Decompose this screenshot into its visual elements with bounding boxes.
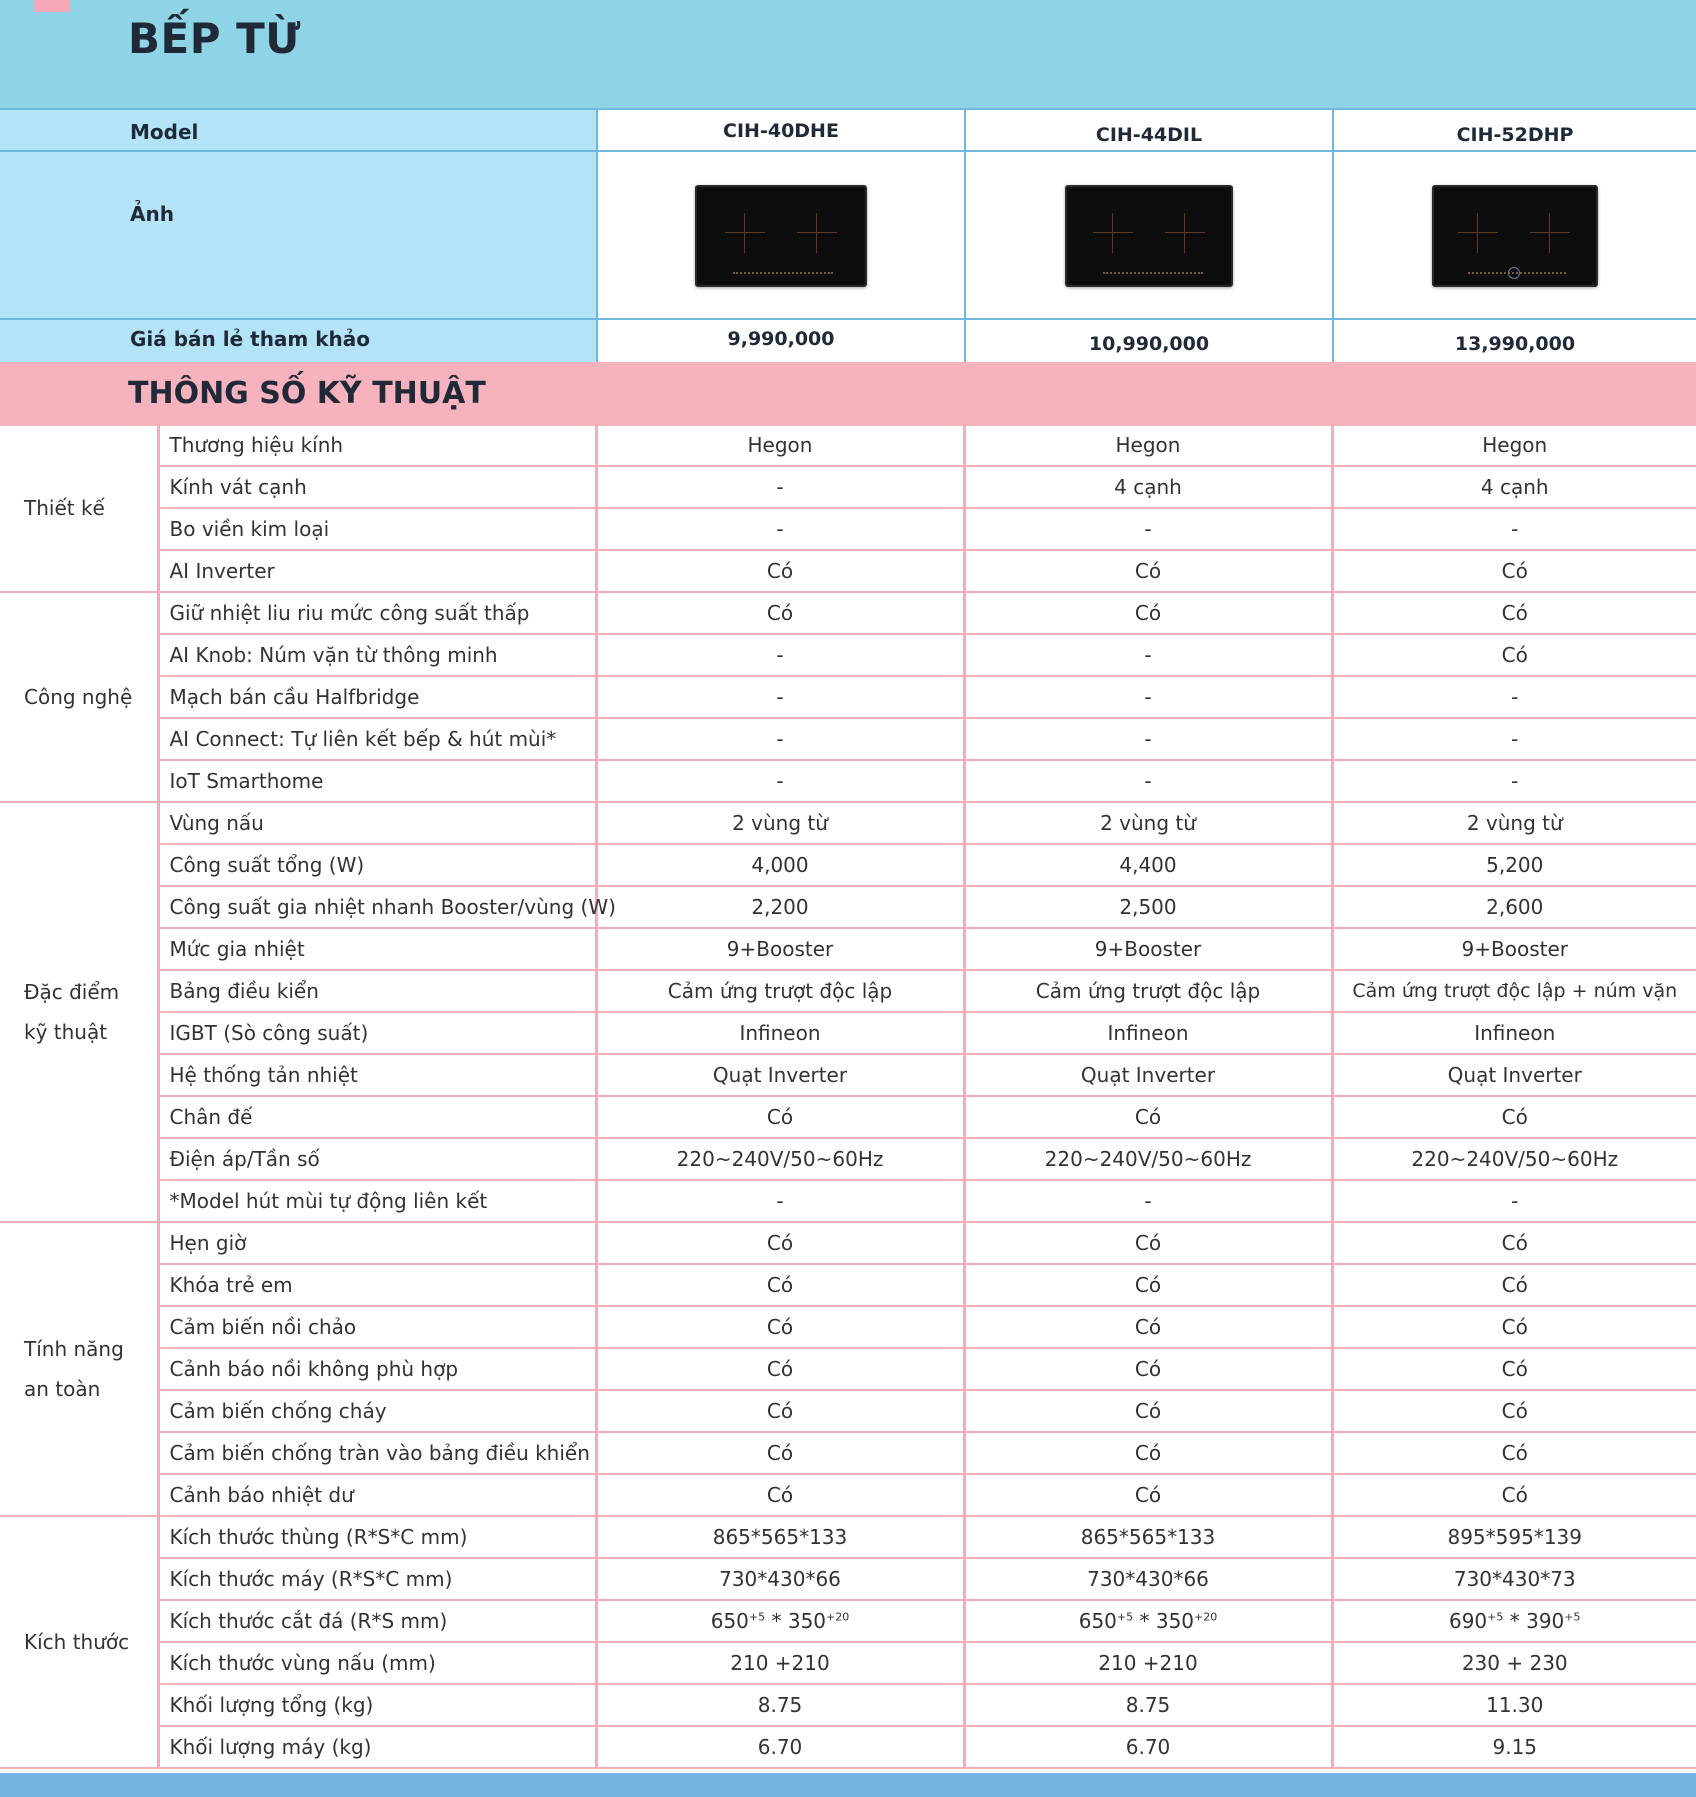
cut-width-tolerance: +5 [1487,1610,1504,1624]
group-label: Kích thước [0,1516,158,1768]
feature-label: Vùng nấu [158,802,596,844]
feature-label: Cảm biến nồi chảo [158,1306,596,1348]
table-row [0,1054,1696,1096]
value-cell: Có [964,1474,1332,1516]
feature-label: AI Connect: Tự liên kết bếp & hút mùi* [158,718,596,760]
value-cell: Có [964,1390,1332,1432]
table-row [0,1138,1696,1180]
value-cell: Cảm ứng trượt độc lập [964,970,1332,1012]
feature-label: Chân đế [158,1096,596,1138]
value-cell: Có [1332,1474,1696,1516]
value-cell: - [596,760,964,802]
value-cell: - [964,760,1332,802]
bottom-band [0,1773,1696,1797]
value-cell: Có [1332,1306,1696,1348]
value-cell: 9+Booster [596,928,964,970]
value-cell: Có [964,550,1332,592]
table-row [0,760,1696,802]
value-cell: Có [1332,1432,1696,1474]
value-cell: - [964,634,1332,676]
page-title: BẾP TỪ [128,14,301,63]
cut-width-tolerance: +5 [1116,1610,1134,1624]
feature-label: Khối lượng tổng (kg) [158,1684,596,1726]
table-row [0,1264,1696,1306]
group-label [0,802,158,1222]
table-row [0,1012,1696,1054]
cooktop-image [695,185,867,287]
table-row [0,592,1696,634]
feature-label: Giữ nhiệt liu riu mức công suất thấp [158,592,596,634]
value-cell: 9+Booster [1332,928,1696,970]
feature-label: IGBT (Sò công suất) [158,1012,596,1054]
value-cell: Có [1332,1222,1696,1264]
value-cell: 865*565*133 [596,1516,964,1558]
value-cell: 8.75 [596,1684,964,1726]
value-cell: Hegon [964,424,1332,466]
feature-label: Cảnh báo nhiệt dư [158,1474,596,1516]
value-cell: - [1332,508,1696,550]
feature-label: Điện áp/Tần số [158,1138,596,1180]
table-row [0,508,1696,550]
table-row [0,1096,1696,1138]
cut-size-cell [964,1600,1332,1642]
cut-width-tolerance: +5 [748,1610,766,1624]
value-cell: - [964,1180,1332,1222]
value-cell: Có [964,592,1332,634]
cooktop-image [1065,185,1233,287]
value-cell: 6.70 [964,1726,1332,1768]
cut-depth: 350 [1155,1609,1195,1633]
value-cell: 210 +210 [596,1642,964,1684]
value-cell: Có [1332,550,1696,592]
cut-depth: 350 [787,1609,827,1633]
feature-label: Khóa trẻ em [158,1264,596,1306]
value-cell: Quạt Inverter [1332,1054,1696,1096]
value-cell: 6.70 [596,1726,964,1768]
value-cell: 4,000 [596,844,964,886]
feature-label: IoT Smarthome [158,760,596,802]
model-label: Model [130,120,199,144]
model-name-1: CIH-40DHE [596,108,964,152]
knob-icon [1508,267,1520,279]
group-label [0,1222,158,1516]
feature-label: Cảm biến chống tràn vào bảng điều khiển [158,1432,596,1474]
value-cell: 230 + 230 [1332,1642,1696,1684]
group-label-line1: Tính năng [24,1337,124,1361]
price-2: 10,990,000 [964,318,1332,362]
feature-label: Thương hiệu kính [158,424,596,466]
value-cell: Có [964,1096,1332,1138]
table-row [0,550,1696,592]
value-cell: Infineon [1332,1012,1696,1054]
value-cell: 730*430*66 [596,1558,964,1600]
cut-width: 650 [710,1609,749,1633]
value-cell: 8.75 [964,1684,1332,1726]
value-cell: Có [596,1432,964,1474]
value-cell: 220~240V/50~60Hz [596,1138,964,1180]
value-cell: Hegon [596,424,964,466]
value-cell: Có [596,1096,964,1138]
value-cell: 730*430*66 [964,1558,1332,1600]
value-cell: Có [964,1432,1332,1474]
value-cell: 2,600 [1332,886,1696,928]
group-label-line1: Đặc điểm [24,980,120,1004]
feature-label: Kính vát cạnh [158,466,596,508]
price-1: 9,990,000 [596,318,964,362]
table-row [0,1474,1696,1516]
feature-label: Cảnh báo nồi không phù hợp [158,1348,596,1390]
value-cell: 4 cạnh [1332,466,1696,508]
value-cell: - [1332,760,1696,802]
value-cell: Có [964,1264,1332,1306]
table-row [0,1306,1696,1348]
cut-depth-tolerance: +20 [1194,1610,1218,1624]
value-cell: Có [596,550,964,592]
cut-size-cell [1332,1600,1696,1642]
table-row [0,1684,1696,1726]
table-row [0,802,1696,844]
value-cell: 2,500 [964,886,1332,928]
cut-depth: 390 [1526,1609,1565,1633]
value-cell: 220~240V/50~60Hz [1332,1138,1696,1180]
group-label-line2: kỹ thuật [24,1020,108,1044]
table-row [0,970,1696,1012]
table-row [0,1516,1696,1558]
value-cell: - [596,1180,964,1222]
cooktop-image-with-knob [1432,185,1598,287]
group-label: Công nghệ [0,592,158,802]
value-cell: - [596,634,964,676]
table-row [0,1726,1696,1768]
feature-label: Mạch bán cầu Halfbridge [158,676,596,718]
value-cell: - [964,718,1332,760]
value-cell: - [1332,676,1696,718]
value-cell: Có [596,592,964,634]
value-cell: 2 vùng từ [596,802,964,844]
cut-width: 690 [1448,1609,1488,1633]
feature-label: AI Inverter [158,550,596,592]
value-cell: - [964,508,1332,550]
table-row [0,424,1696,466]
feature-label: Kích thước vùng nấu (mm) [158,1642,596,1684]
value-cell: 220~240V/50~60Hz [964,1138,1332,1180]
value-cell: Infineon [596,1012,964,1054]
cut-width: 650 [1078,1609,1117,1633]
value-cell: - [596,676,964,718]
value-cell: Có [1332,592,1696,634]
cut-separator: * [1133,1609,1156,1633]
feature-label: Khối lượng máy (kg) [158,1726,596,1768]
feature-label: Cảm biến chống cháy [158,1390,596,1432]
value-cell: - [1332,1180,1696,1222]
value-cell: Có [1332,1390,1696,1432]
table-row [0,1432,1696,1474]
table-row [0,1222,1696,1264]
cut-depth-tolerance: +20 [826,1610,850,1624]
table-row [0,844,1696,886]
table-row [0,1558,1696,1600]
value-cell: 4 cạnh [964,466,1332,508]
section-title: THÔNG SỐ KỸ THUẬT [128,376,486,411]
value-cell: - [1332,718,1696,760]
cut-separator: * [1503,1609,1527,1633]
table-row [0,1642,1696,1684]
value-cell: 895*595*139 [1332,1516,1696,1558]
value-cell: Quạt Inverter [596,1054,964,1096]
table-row [0,634,1696,676]
value-cell: Có [1332,1264,1696,1306]
table-row [0,1600,1696,1642]
value-cell: Infineon [964,1012,1332,1054]
feature-label: AI Knob: Núm vặn từ thông minh [158,634,596,676]
value-cell: 4,400 [964,844,1332,886]
value-cell: 730*430*73 [1332,1558,1696,1600]
value-cell: 11.30 [1332,1684,1696,1726]
feature-label: Kích thước máy (R*S*C mm) [158,1558,596,1600]
image-label: Ảnh [130,202,174,226]
table-row [0,928,1696,970]
value-cell: 2,200 [596,886,964,928]
group-label-line2: an toàn [24,1377,101,1401]
feature-label: Công suất tổng (W) [158,844,596,886]
value-cell: Có [596,1306,964,1348]
table-row [0,718,1696,760]
feature-label: Hệ thống tản nhiệt [158,1054,596,1096]
value-cell: - [596,508,964,550]
value-cell: 865*565*133 [964,1516,1332,1558]
price-label: Giá bán lẻ tham khảo [130,327,370,351]
value-cell: Có [596,1390,964,1432]
value-cell: Có [1332,1348,1696,1390]
price-3: 13,990,000 [1332,318,1696,362]
corner-accent [34,0,70,12]
value-cell: - [596,466,964,508]
value-cell: 2 vùng từ [964,802,1332,844]
value-cell: - [596,718,964,760]
value-cell: - [964,676,1332,718]
cut-separator: * [765,1609,788,1633]
value-cell: Có [964,1348,1332,1390]
value-cell: Cảm ứng trượt độc lập [596,970,964,1012]
table-row [0,676,1696,718]
table-row [0,1348,1696,1390]
model-name-3: CIH-52DHP [1332,108,1696,152]
value-cell: Có [964,1306,1332,1348]
feature-label: Kích thước cắt đá (R*S mm) [158,1600,596,1642]
spec-table [0,424,1696,1769]
cut-depth-tolerance: +5 [1564,1610,1581,1624]
value-cell: 210 +210 [964,1642,1332,1684]
value-cell: Có [596,1264,964,1306]
value-cell: Có [596,1474,964,1516]
table-row [0,1390,1696,1432]
value-cell: 9+Booster [964,928,1332,970]
feature-label: Hẹn giờ [158,1222,596,1264]
value-cell: 9.15 [1332,1726,1696,1768]
product-image-cell-1 [596,150,964,320]
value-cell: Quạt Inverter [964,1054,1332,1096]
feature-label: Công suất gia nhiệt nhanh Booster/vùng (W) [158,886,596,928]
model-label-cell [0,108,596,152]
feature-label: Kích thước thùng (R*S*C mm) [158,1516,596,1558]
cut-size-cell [596,1600,964,1642]
value-cell: Có [596,1222,964,1264]
feature-label: *Model hút mùi tự động liên kết [158,1180,596,1222]
table-row [0,886,1696,928]
feature-label: Bo viền kim loại [158,508,596,550]
value-cell: Có [596,1348,964,1390]
value-cell: Cảm ứng trượt độc lập + núm vặn [1332,970,1696,1012]
value-cell: Có [1332,1096,1696,1138]
feature-label: Mức gia nhiệt [158,928,596,970]
table-row [0,466,1696,508]
model-name-2: CIH-44DIL [964,108,1332,152]
feature-label: Bảng điều kiển [158,970,596,1012]
group-label: Thiết kế [0,424,158,592]
value-cell: 5,200 [1332,844,1696,886]
value-cell: Hegon [1332,424,1696,466]
image-label-cell [0,150,596,320]
value-cell: 2 vùng từ [1332,802,1696,844]
value-cell: Có [964,1222,1332,1264]
product-image-cell-2 [964,150,1332,320]
value-cell: Có [1332,634,1696,676]
product-image-cell-3 [1332,150,1696,320]
table-row [0,1180,1696,1222]
